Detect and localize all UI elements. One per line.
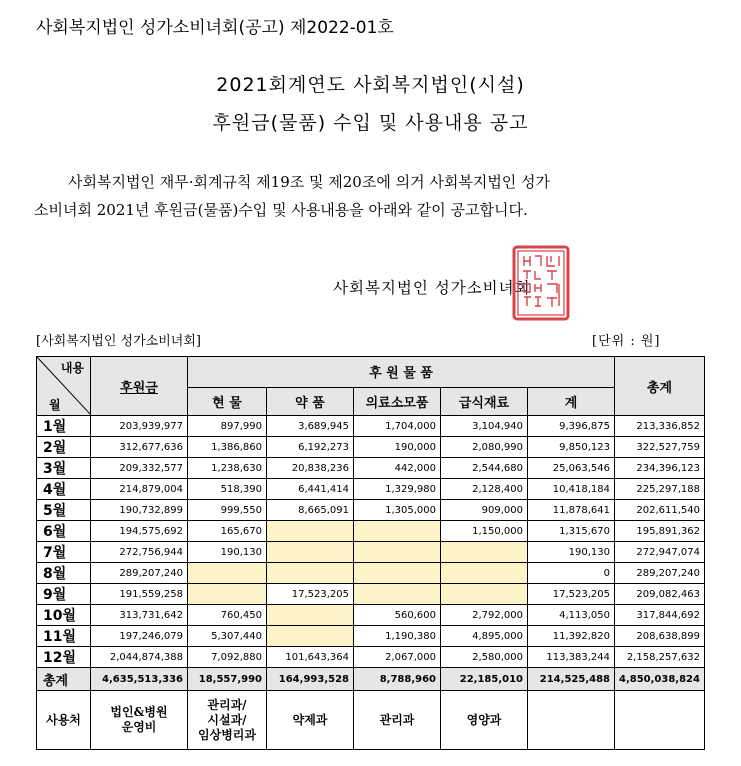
table-cell: 8,665,091 bbox=[267, 500, 354, 521]
table-cell: 2,128,400 bbox=[441, 479, 528, 500]
month-label: 5월 bbox=[37, 500, 91, 521]
table-row bbox=[37, 437, 705, 458]
table-row bbox=[37, 542, 705, 563]
table-row bbox=[37, 500, 705, 521]
total-cell: 8,788,960 bbox=[354, 668, 441, 691]
usage-cell: 법인&병원 운영비 bbox=[91, 691, 188, 750]
table-cell bbox=[441, 563, 528, 584]
table-cell: 9,850,123 bbox=[528, 437, 615, 458]
table-cell: 202,611,540 bbox=[615, 500, 705, 521]
table-cell: 2,792,000 bbox=[441, 605, 528, 626]
table-cell: 208,638,899 bbox=[615, 626, 705, 647]
table-cell: 1,386,860 bbox=[188, 437, 267, 458]
table-cell: 190,732,899 bbox=[91, 500, 188, 521]
total-cell: 4,635,513,336 bbox=[91, 668, 188, 691]
month-label: 11월 bbox=[37, 626, 91, 647]
table-caption-org: [사회복지법인 성가소비녀회] bbox=[36, 334, 201, 349]
header-corner-cell bbox=[37, 357, 91, 416]
table-cell: 165,670 bbox=[188, 521, 267, 542]
corner-label-content: 내용 bbox=[60, 361, 84, 375]
table-cell: 11,878,641 bbox=[528, 500, 615, 521]
month-label: 6월 bbox=[37, 521, 91, 542]
table-row bbox=[37, 521, 705, 542]
notice-line2: 소비녀회 2021년 후원금(물품)수입 및 사용내용을 아래와 같이 공고합니다. bbox=[34, 201, 528, 219]
donation-table bbox=[36, 356, 705, 750]
usage-label: 사용처 bbox=[37, 691, 91, 750]
table-cell: 190,000 bbox=[354, 437, 441, 458]
usage-cell bbox=[615, 691, 705, 750]
table-cell bbox=[267, 521, 354, 542]
total-cell: 22,185,010 bbox=[441, 668, 528, 691]
table-cell: 190,130 bbox=[188, 542, 267, 563]
table-cell bbox=[441, 584, 528, 605]
table-cell: 1,305,000 bbox=[354, 500, 441, 521]
table-cell bbox=[354, 542, 441, 563]
month-label: 7월 bbox=[37, 542, 91, 563]
organization-name: 사회복지법인 성가소비녀회 bbox=[333, 279, 531, 297]
table-cell: 1,329,980 bbox=[354, 479, 441, 500]
total-cell: 214,525,488 bbox=[528, 668, 615, 691]
notice-title-line1: 2021회계연도 사회복지법인(시설) bbox=[216, 74, 525, 96]
usage-cell: 영양과 bbox=[441, 691, 528, 750]
table-cell: 2,080,990 bbox=[441, 437, 528, 458]
table-cell: 2,067,000 bbox=[354, 647, 441, 668]
table-row bbox=[37, 479, 705, 500]
table-cell bbox=[441, 542, 528, 563]
subheader-3: 급식재료 bbox=[441, 387, 528, 415]
header-goods-group: 후 원 물 품 bbox=[188, 357, 615, 388]
table-cell: 6,441,414 bbox=[267, 479, 354, 500]
table-cell: 10,418,184 bbox=[528, 479, 615, 500]
table-cell: 3,104,940 bbox=[441, 416, 528, 437]
month-label: 12월 bbox=[37, 647, 91, 668]
table-cell: 234,396,123 bbox=[615, 458, 705, 479]
table-cell: 17,523,205 bbox=[528, 584, 615, 605]
table-cell: 1,238,630 bbox=[188, 458, 267, 479]
table-cell: 1,190,380 bbox=[354, 626, 441, 647]
table-cell: 6,192,273 bbox=[267, 437, 354, 458]
table-row bbox=[37, 605, 705, 626]
table-cell: 25,063,546 bbox=[528, 458, 615, 479]
table-cell: 322,527,759 bbox=[615, 437, 705, 458]
table-cell: 214,879,004 bbox=[91, 479, 188, 500]
month-label: 4월 bbox=[37, 479, 91, 500]
usage-cell: 관리과 bbox=[354, 691, 441, 750]
subheader-1: 약 품 bbox=[267, 387, 354, 415]
table-cell: 209,082,463 bbox=[615, 584, 705, 605]
table-cell: 2,580,000 bbox=[441, 647, 528, 668]
table-cell: 5,307,440 bbox=[188, 626, 267, 647]
table-cell bbox=[354, 563, 441, 584]
table-cell: 317,844,692 bbox=[615, 605, 705, 626]
table-cell: 2,044,874,388 bbox=[91, 647, 188, 668]
table-cell: 560,600 bbox=[354, 605, 441, 626]
table-cell bbox=[354, 521, 441, 542]
table-cell: 20,838,236 bbox=[267, 458, 354, 479]
table-row bbox=[37, 416, 705, 437]
table-cell: 225,297,188 bbox=[615, 479, 705, 500]
month-label: 1월 bbox=[37, 416, 91, 437]
table-row bbox=[37, 626, 705, 647]
table-cell: 272,756,944 bbox=[91, 542, 188, 563]
table-cell: 11,392,820 bbox=[528, 626, 615, 647]
official-seal bbox=[511, 244, 571, 322]
table-cell bbox=[267, 563, 354, 584]
table-cell: 213,336,852 bbox=[615, 416, 705, 437]
table-cell bbox=[267, 605, 354, 626]
total-cell: 4,850,038,824 bbox=[615, 668, 705, 691]
table-cell bbox=[188, 563, 267, 584]
table-cell: 101,643,364 bbox=[267, 647, 354, 668]
month-label: 9월 bbox=[37, 584, 91, 605]
table-cell: 897,990 bbox=[188, 416, 267, 437]
table-cell: 9,396,875 bbox=[528, 416, 615, 437]
table-cell: 909,000 bbox=[441, 500, 528, 521]
month-label: 2월 bbox=[37, 437, 91, 458]
table-cell: 2,158,257,632 bbox=[615, 647, 705, 668]
usage-cell bbox=[528, 691, 615, 750]
month-label: 10월 bbox=[37, 605, 91, 626]
table-cell: 17,523,205 bbox=[267, 584, 354, 605]
table-cell bbox=[354, 584, 441, 605]
usage-cell: 관리과/ 시설과/ 임상병리과 bbox=[188, 691, 267, 750]
table-cell: 442,000 bbox=[354, 458, 441, 479]
table-cell bbox=[267, 542, 354, 563]
table-cell: 113,383,244 bbox=[528, 647, 615, 668]
table-row bbox=[37, 458, 705, 479]
table-cell: 0 bbox=[528, 563, 615, 584]
header-total: 총계 bbox=[615, 357, 705, 416]
table-caption-unit: [단위 : 원] bbox=[592, 334, 661, 349]
table-cell: 1,315,670 bbox=[528, 521, 615, 542]
table-cell: 289,207,240 bbox=[91, 563, 188, 584]
table-cell: 1,150,000 bbox=[441, 521, 528, 542]
month-label: 3월 bbox=[37, 458, 91, 479]
subheader-0: 현 물 bbox=[188, 387, 267, 415]
notice-body bbox=[34, 168, 724, 224]
table-cell bbox=[188, 584, 267, 605]
table-cell: 999,550 bbox=[188, 500, 267, 521]
total-cell: 18,557,990 bbox=[188, 668, 267, 691]
subheader-4: 계 bbox=[528, 387, 615, 415]
table-row bbox=[37, 647, 705, 668]
document-number: 사회복지법인 성가소비녀회(공고) 제2022-01호 bbox=[36, 18, 394, 38]
table-cell: 3,689,945 bbox=[267, 416, 354, 437]
table-cell: 190,130 bbox=[528, 542, 615, 563]
table-cell: 518,390 bbox=[188, 479, 267, 500]
table-row bbox=[37, 563, 705, 584]
notice-title-line2: 후원금(물품) 수입 및 사용내용 공고 bbox=[212, 112, 529, 134]
table-cell: 191,559,258 bbox=[91, 584, 188, 605]
subheader-2: 의료소모품 bbox=[354, 387, 441, 415]
notice-line1: 사회복지법인 재무·회계규칙 제19조 및 제20조에 의거 사회복지법인 성가 bbox=[68, 173, 551, 191]
total-label: 총계 bbox=[37, 668, 91, 691]
table-cell: 197,246,079 bbox=[91, 626, 188, 647]
table-cell: 203,939,977 bbox=[91, 416, 188, 437]
table-cell: 195,891,362 bbox=[615, 521, 705, 542]
table-cell: 4,113,050 bbox=[528, 605, 615, 626]
header-donation: 후원금 bbox=[91, 357, 188, 416]
table-cell: 4,895,000 bbox=[441, 626, 528, 647]
table-cell: 760,450 bbox=[188, 605, 267, 626]
table-cell: 7,092,880 bbox=[188, 647, 267, 668]
table-cell: 194,575,692 bbox=[91, 521, 188, 542]
month-label: 8월 bbox=[37, 563, 91, 584]
table-row bbox=[37, 584, 705, 605]
table-cell: 289,207,240 bbox=[615, 563, 705, 584]
table-cell: 2,544,680 bbox=[441, 458, 528, 479]
table-cell: 312,677,636 bbox=[91, 437, 188, 458]
total-cell: 164,993,528 bbox=[267, 668, 354, 691]
usage-cell: 약제과 bbox=[267, 691, 354, 750]
table-cell: 209,332,577 bbox=[91, 458, 188, 479]
table-cell: 1,704,000 bbox=[354, 416, 441, 437]
corner-label-month: 월 bbox=[49, 398, 61, 412]
table-cell bbox=[267, 626, 354, 647]
table-cell: 313,731,642 bbox=[91, 605, 188, 626]
table-cell: 272,947,074 bbox=[615, 542, 705, 563]
